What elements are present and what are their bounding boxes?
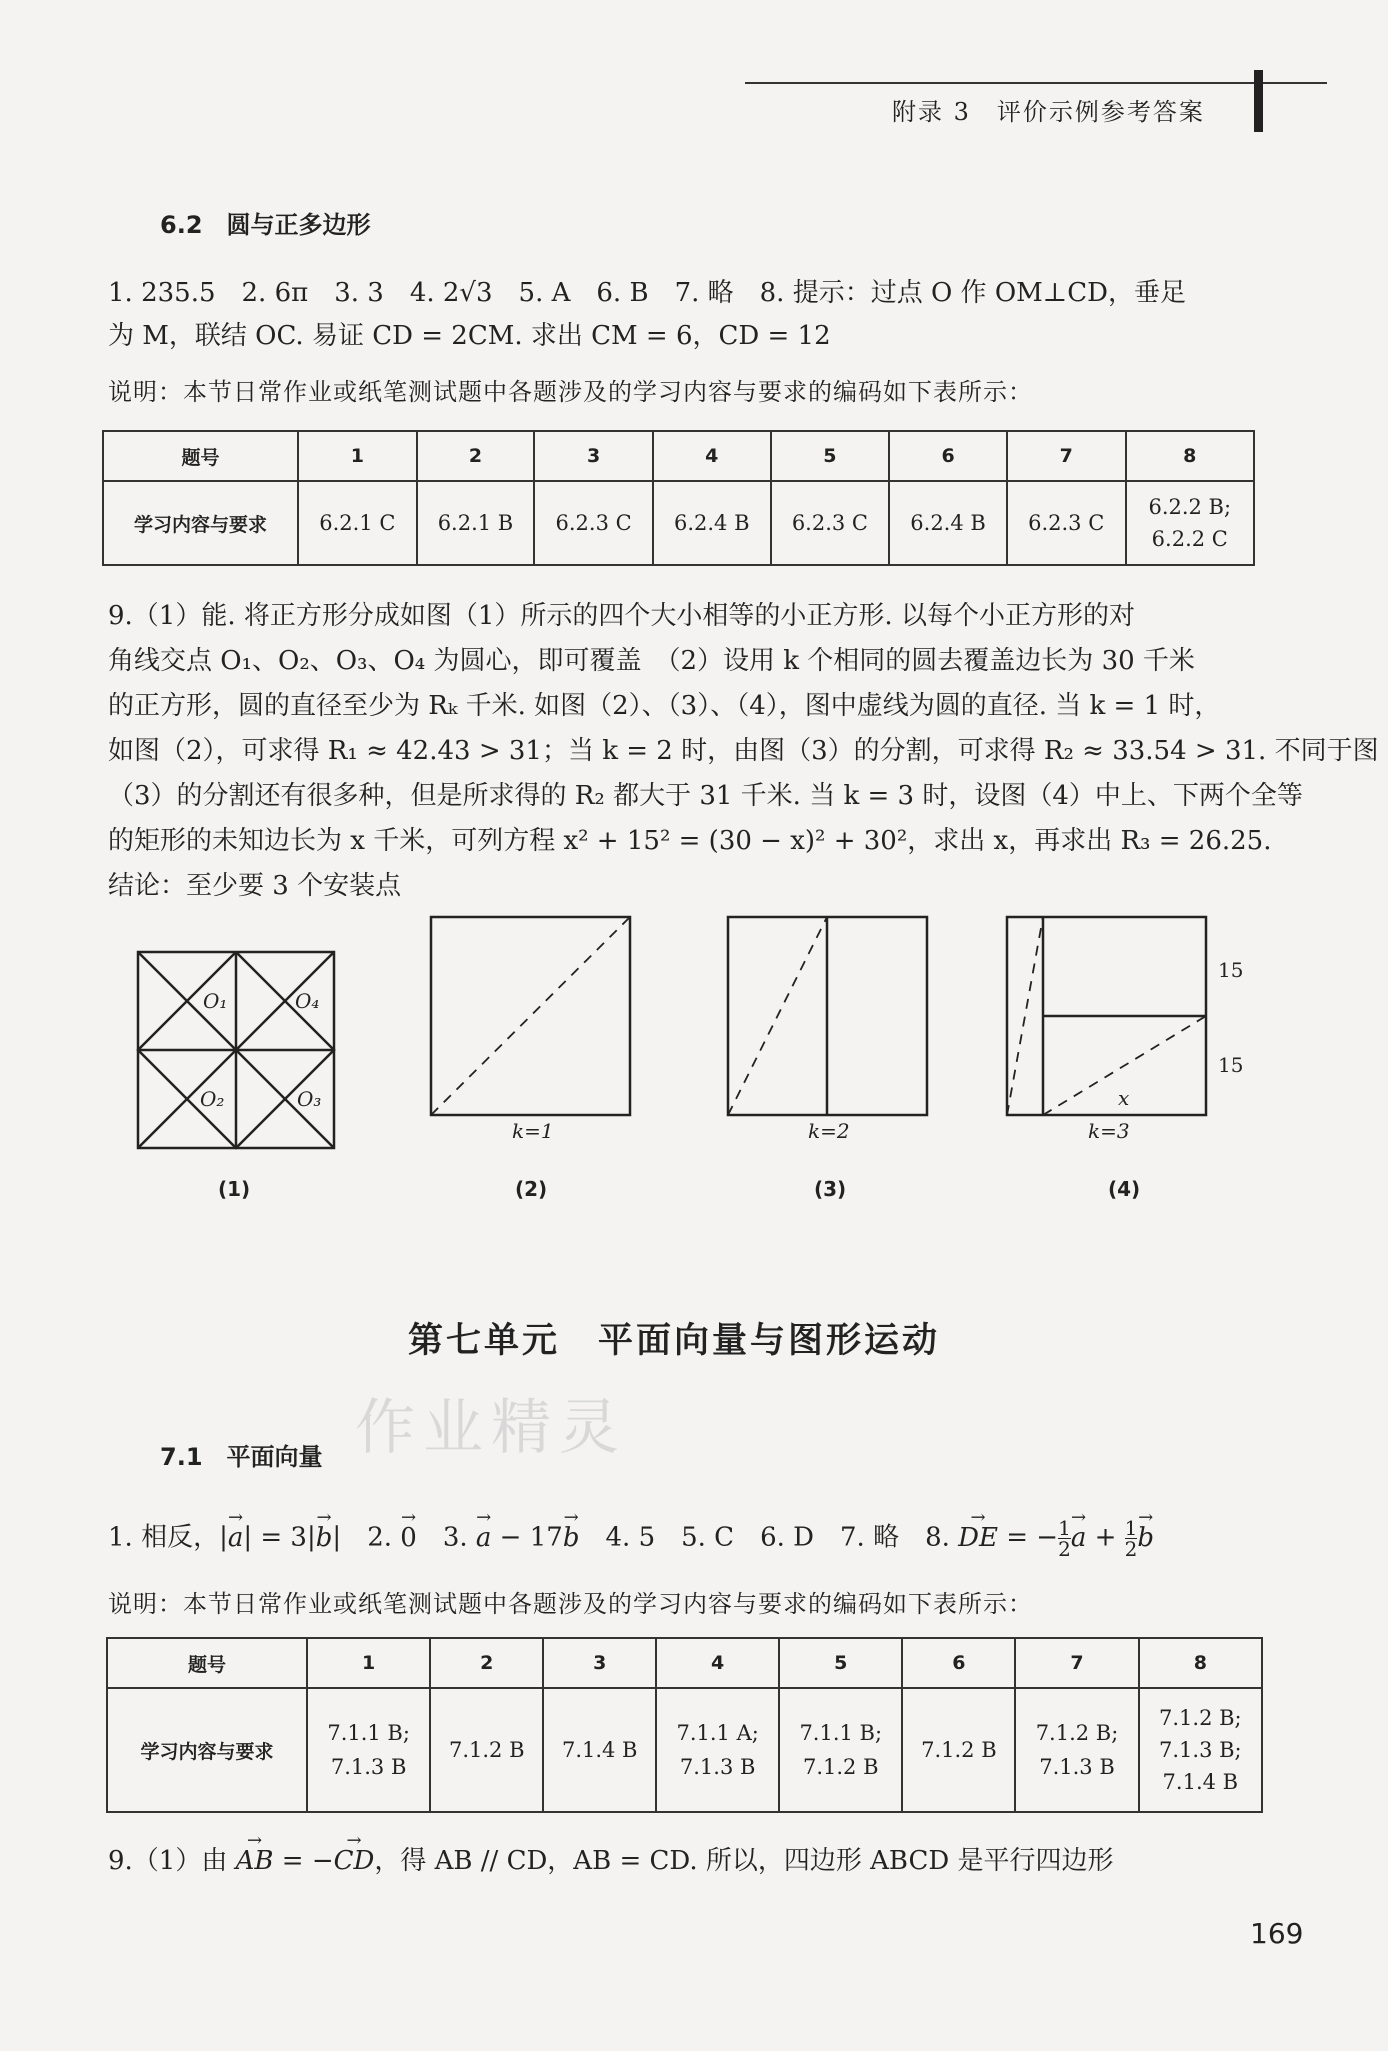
code-line: 7.1.2 B: [448, 1738, 525, 1762]
figure-4-label: (4): [1108, 1177, 1141, 1201]
zero-vector: → 0: [400, 1520, 417, 1556]
vector-b: → b: [563, 1520, 580, 1556]
code-line: 7.1.3 B: [1039, 1755, 1115, 1779]
table-number-cell: 4: [656, 1638, 779, 1688]
figure-3-label: (3): [814, 1177, 847, 1201]
answers-7-1-line: [108, 1518, 1154, 1559]
q9-line-1: 9.（1）能. 将正方形分成如图（1）所示的四个大小相等的小正方形. 以每个小正方形的对: [108, 601, 1135, 631]
table-code-cell: [656, 1688, 779, 1812]
table-number-cell: 4: [653, 431, 771, 481]
chapter-title: 第七单元 平面向量与图形运动: [408, 1321, 941, 1361]
code-line: 7.1.4 B: [1162, 1770, 1239, 1794]
q9-line-4: 如图（2），可求得 R₁ ≈ 42.43 > 31；当 k = 2 时，由图（3）的分割，可求得 R₂ ≈ 33.54 > 31. 不同于图: [108, 736, 1379, 766]
table-code-cell: [1015, 1688, 1138, 1812]
ans-text: 1. 相反，|: [108, 1522, 228, 1553]
table-number-cell: 5: [779, 1638, 902, 1688]
vector-a: → a: [228, 1520, 244, 1556]
table-number-cell: 2: [430, 1638, 543, 1688]
k3-label: k=3: [1088, 1119, 1130, 1143]
table-header-cell: 学习内容与要求: [103, 481, 298, 565]
table-code-cell: [307, 1688, 430, 1812]
ans-text: − 17: [491, 1522, 563, 1553]
table-number-cell: 7: [1007, 431, 1126, 481]
answers-6-2-line1: 1. 235.5 2. 6π 3. 3 4. 2√3 5. A 6. B 7. 略 8. 提示：过点 O 作 OM⊥CD，垂足: [108, 278, 1186, 308]
figure-2-square: [431, 917, 630, 1115]
header-rule: [745, 82, 1327, 84]
table-number-cell: 7: [1015, 1638, 1138, 1688]
section-6-2-title: 6.2 圆与正多边形: [160, 211, 371, 239]
table-number-cell: 8: [1139, 1638, 1262, 1688]
figure-2-label: (2): [515, 1177, 548, 1201]
code-line: 7.1.4 B: [561, 1738, 638, 1762]
figure-1-grid: [138, 952, 334, 1148]
code-line: 7.1.2 B;: [1035, 1721, 1119, 1745]
table-header-cell: 题号: [103, 431, 298, 481]
code-line: 6.2.2 C: [1151, 527, 1228, 551]
table-header-cell: 题号: [107, 1638, 307, 1688]
code-line: 7.1.3 B;: [1159, 1738, 1242, 1762]
k2-label: k=2: [808, 1119, 850, 1143]
table-number-cell: 3: [543, 1638, 656, 1688]
vector-DE: → DE: [958, 1520, 998, 1556]
figure-3-square: [728, 917, 927, 1115]
q9-7-1-line: [108, 1843, 1113, 1879]
fraction-half: [1058, 1518, 1071, 1559]
header-bar: [1254, 70, 1263, 132]
vector-a: → a: [1071, 1520, 1087, 1556]
table-number-cell: 8: [1126, 431, 1254, 481]
frac-num: 1: [1124, 1516, 1138, 1540]
table-code-cell: [1139, 1688, 1262, 1812]
table-code-cell: [543, 1688, 656, 1812]
frac-num: 1: [1058, 1516, 1071, 1540]
k1-label: k=1: [512, 1119, 554, 1143]
table-code-cell: 6.2.4 B: [889, 481, 1007, 565]
figures-svg: [0, 900, 1388, 1220]
figure-4-square: [1007, 917, 1206, 1115]
code-line: 7.1.3 B: [330, 1755, 407, 1779]
vector-b: → b: [1137, 1520, 1154, 1556]
o3-label: O₃: [297, 1087, 322, 1111]
codes-table-6-2: [102, 430, 1255, 566]
table-code-cell: 6.2.3 C: [534, 481, 653, 565]
q9-text: = −: [273, 1846, 334, 1876]
ans-text: | = 3|: [243, 1522, 316, 1553]
code-line: 7.1.1 B;: [799, 1721, 883, 1745]
x-label: x: [1118, 1086, 1130, 1110]
table-number-cell: 2: [417, 431, 535, 481]
answers-6-2-line2: 为 M，联结 OC. 易证 CD = 2CM. 求出 CM = 6，CD = 12: [108, 321, 831, 351]
code-line: 7.1.2 B;: [1159, 1706, 1242, 1730]
code-line: 6.2.2 B;: [1148, 495, 1232, 519]
ans-text: 4. 5 5. C 6. D 7. 略 8.: [605, 1522, 959, 1553]
ans-text: |: [332, 1522, 342, 1553]
table-number-cell: 1: [298, 431, 417, 481]
ans-text: 2.: [367, 1522, 401, 1553]
q9-line-3: 的正方形，圆的直径至少为 Rₖ 千米. 如图（2）、（3）、（4），图中虚线为圆的直径. 当 k = 1 时，: [108, 691, 1221, 721]
table-code-cell: 6.2.4 B: [653, 481, 771, 565]
running-header: 附录 3 评价示例参考答案: [892, 98, 1205, 126]
ans-text: = −: [997, 1522, 1059, 1553]
q9-line-7: 结论：至少要 3 个安装点: [108, 871, 402, 901]
table-code-cell: [430, 1688, 543, 1812]
vector-b: → b: [316, 1520, 333, 1556]
side-15-bottom: 15: [1218, 1053, 1244, 1077]
table-code-cell: 6.2.1 C: [298, 481, 417, 565]
frac-den: 2: [1058, 1537, 1071, 1561]
q9-line-5: （3）的分割还有很多种，但是所求得的 R₂ 都大于 31 千米. 当 k = 3 时，设图（4）中上、下两个全等: [108, 781, 1303, 811]
code-line: 7.1.2 B: [921, 1738, 997, 1762]
ans-text: 3.: [442, 1522, 476, 1553]
side-15-top: 15: [1218, 958, 1244, 982]
code-line: 7.1.1 A;: [676, 1721, 759, 1745]
table-code-cell: 6.2.1 B: [417, 481, 535, 565]
figure-1-label: (1): [218, 1177, 251, 1201]
o1-label: O₁: [203, 989, 228, 1013]
fraction-half: [1125, 1518, 1138, 1559]
page-number: 169: [1250, 1917, 1304, 1950]
vector-CD: → CD: [334, 1843, 375, 1879]
table-number-cell: 6: [889, 431, 1007, 481]
code-line: 7.1.1 B;: [327, 1721, 410, 1745]
table-number-cell: 3: [534, 431, 653, 481]
ans-text: +: [1086, 1522, 1125, 1553]
table-note-6-2: 说明：本节日常作业或纸笔测试题中各题涉及的学习内容与要求的编码如下表所示：: [108, 378, 1033, 406]
codes-table-7-1: [106, 1637, 1263, 1813]
o4-label: O₄: [295, 989, 320, 1013]
table-code-cell: [902, 1688, 1015, 1812]
table-code-cell: [779, 1688, 902, 1812]
q9-text: 9.（1）由: [108, 1846, 236, 1876]
o2-label: O₂: [200, 1087, 225, 1111]
table-code-cell: [1126, 481, 1254, 565]
code-line: 7.1.3 B: [679, 1755, 756, 1779]
vector-a: → a: [476, 1520, 492, 1556]
table-code-cell: 6.2.3 C: [1007, 481, 1126, 565]
table-number-cell: 5: [771, 431, 890, 481]
table-number-cell: 6: [902, 1638, 1015, 1688]
table-note-7-1: 说明：本节日常作业或纸笔测试题中各题涉及的学习内容与要求的编码如下表所示：: [108, 1590, 1033, 1618]
vector-AB: → AB: [236, 1843, 274, 1879]
q9-line-6: 的矩形的未知边长为 x 千米，可列方程 x² + 15² = (30 − x)² + 30²，求出 x，再求出 R₃ = 26.25.: [108, 826, 1272, 856]
table-code-cell: 6.2.3 C: [771, 481, 890, 565]
q9-line-2: 角线交点 O₁、O₂、O₃、O₄ 为圆心，即可覆盖 （2）设用 k 个相同的圆去覆盖边长为 30 千米: [108, 646, 1195, 676]
section-7-1-title: 7.1 平面向量: [160, 1443, 323, 1471]
frac-den: 2: [1124, 1537, 1138, 1561]
q9-text: ，得 AB // CD，AB = CD. 所以，四边形 ABCD 是平行四边形: [374, 1846, 1114, 1876]
table-header-cell: 学习内容与要求: [107, 1688, 307, 1812]
table-number-cell: 1: [307, 1638, 430, 1688]
watermark: 作业精灵: [355, 1393, 627, 1463]
code-line: 7.1.2 B: [802, 1755, 879, 1779]
